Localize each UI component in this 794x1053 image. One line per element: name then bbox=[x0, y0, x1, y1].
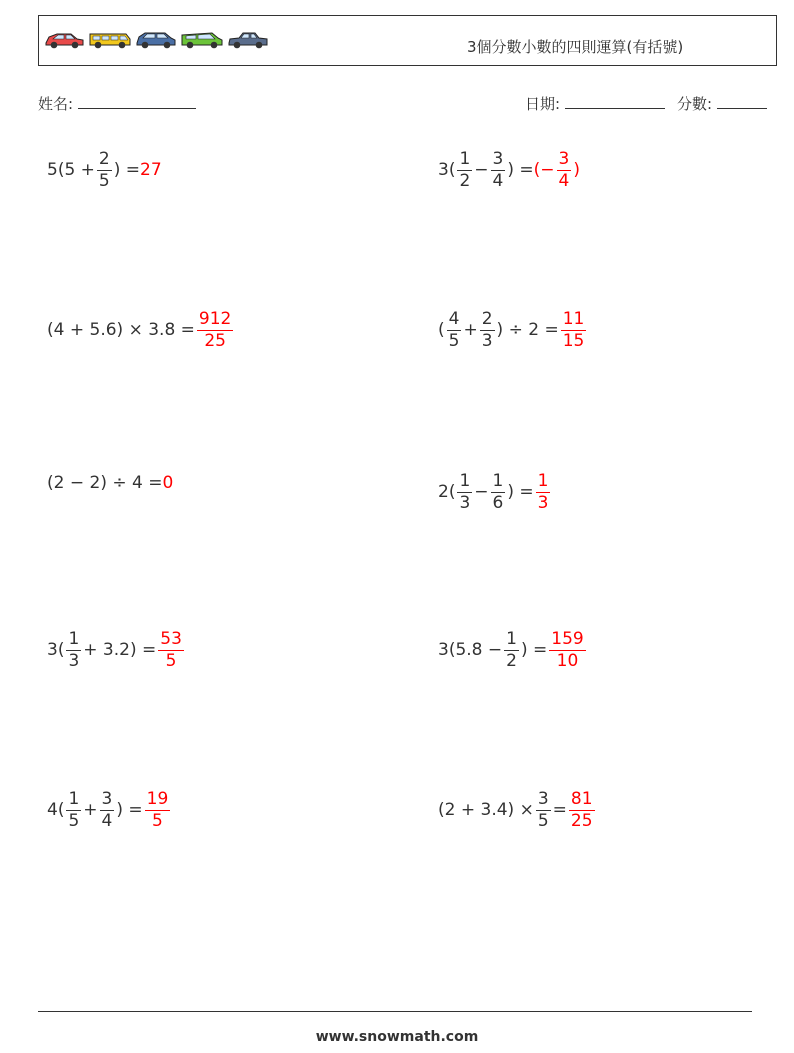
fraction-numerator: 19 bbox=[146, 788, 169, 809]
fraction-numerator: 2 bbox=[481, 308, 493, 329]
fraction-numerator: 3 bbox=[558, 148, 570, 169]
problem-text: 4( bbox=[47, 800, 65, 820]
fraction-denominator: 5 bbox=[68, 810, 80, 831]
problem-text: 2( bbox=[438, 482, 456, 502]
footer-divider bbox=[38, 1011, 752, 1012]
problem-text: (4 + 5.6) × 3.8 = bbox=[47, 320, 195, 340]
problem-fraction bbox=[66, 628, 81, 671]
problem-7 bbox=[47, 625, 186, 675]
score-label: 分數: bbox=[677, 95, 713, 113]
problem-fraction bbox=[66, 788, 81, 831]
problem-text: 3( bbox=[47, 640, 65, 660]
problem-fraction bbox=[457, 148, 472, 191]
fraction-numerator: 912 bbox=[198, 308, 232, 329]
problem-text: ) ÷ 2 = bbox=[496, 320, 559, 340]
problem-1 bbox=[47, 145, 162, 195]
fraction-numerator: 81 bbox=[570, 788, 593, 809]
fraction-numerator: 3 bbox=[537, 788, 549, 809]
problem-text: = bbox=[552, 800, 567, 820]
problem-2 bbox=[438, 145, 580, 195]
fraction-denominator: 3 bbox=[68, 650, 80, 671]
problem-fraction bbox=[97, 148, 112, 191]
fraction-numerator: 53 bbox=[160, 628, 182, 649]
date-field bbox=[525, 93, 665, 114]
fraction-numerator: 1 bbox=[459, 470, 471, 491]
fraction-denominator: 5 bbox=[98, 170, 110, 191]
problem-text: (2 − 2) ÷ 4 = bbox=[47, 473, 163, 493]
problem-fraction bbox=[491, 470, 506, 513]
fraction-denominator: 3 bbox=[459, 492, 471, 513]
fraction-denominator: 25 bbox=[570, 810, 593, 831]
problem-text: (2 + 3.4) × bbox=[438, 800, 534, 820]
answer bbox=[156, 628, 186, 671]
problem-6 bbox=[438, 467, 552, 517]
answer-fraction bbox=[561, 308, 587, 351]
problem-text: ) = bbox=[113, 160, 141, 180]
fraction-denominator: 4 bbox=[492, 170, 504, 191]
blue-car-icon bbox=[135, 30, 177, 50]
fraction-numerator: 1 bbox=[506, 628, 517, 649]
problem-text: 3(5.8 − bbox=[438, 640, 503, 660]
navy-car-icon bbox=[227, 30, 269, 50]
fraction-numerator: 1 bbox=[68, 628, 80, 649]
fraction-denominator: 4 bbox=[101, 810, 113, 831]
problem-text: ) = bbox=[520, 640, 548, 660]
fraction-numerator: 159 bbox=[551, 628, 584, 649]
problem-fraction bbox=[491, 148, 506, 191]
problem-text: ) = bbox=[507, 160, 534, 180]
yellow-bus-icon bbox=[88, 30, 132, 50]
date-blank-line[interactable] bbox=[565, 94, 665, 109]
fraction-denominator: 3 bbox=[481, 330, 493, 351]
problem-fraction bbox=[504, 628, 519, 671]
problem-fraction bbox=[457, 470, 472, 513]
fraction-denominator: 5 bbox=[537, 810, 549, 831]
problem-text: − bbox=[474, 160, 489, 180]
answer-fraction bbox=[536, 470, 551, 513]
fraction-denominator: 2 bbox=[506, 650, 517, 671]
fraction-denominator: 6 bbox=[492, 492, 504, 513]
answer-text: (− bbox=[533, 160, 555, 180]
answer bbox=[567, 788, 597, 831]
problem-text: 5(5 + bbox=[47, 160, 95, 180]
answer-fraction bbox=[145, 788, 171, 831]
answer-fraction bbox=[158, 628, 184, 671]
red-car-icon bbox=[43, 30, 85, 50]
date-label: 日期: bbox=[525, 95, 561, 113]
answer bbox=[533, 148, 580, 191]
problem-text: − bbox=[474, 482, 489, 502]
fraction-denominator: 4 bbox=[558, 170, 570, 191]
fraction-denominator: 5 bbox=[165, 650, 177, 671]
worksheet-title: 3個分數小數的四則運算(有括號) bbox=[467, 38, 684, 56]
fraction-denominator: 10 bbox=[556, 650, 579, 671]
fraction-numerator: 3 bbox=[101, 788, 113, 809]
problem-text: ( bbox=[438, 320, 445, 340]
problem-3 bbox=[47, 305, 235, 355]
answer bbox=[143, 788, 173, 831]
problem-fraction bbox=[447, 308, 462, 351]
worksheet-header bbox=[38, 15, 777, 66]
fraction-numerator: 11 bbox=[562, 308, 585, 329]
fraction-numerator: 1 bbox=[459, 148, 471, 169]
answer bbox=[534, 470, 553, 513]
fraction-numerator: 1 bbox=[537, 470, 549, 491]
problem-5 bbox=[47, 458, 173, 508]
fraction-denominator: 5 bbox=[152, 810, 163, 831]
fraction-numerator: 3 bbox=[492, 148, 504, 169]
answer-text: ) bbox=[573, 160, 580, 180]
problem-4 bbox=[438, 305, 588, 355]
problem-8 bbox=[438, 625, 588, 675]
name-field bbox=[38, 93, 196, 114]
fraction-denominator: 2 bbox=[459, 170, 471, 191]
answer-fraction bbox=[197, 308, 233, 351]
fraction-denominator: 5 bbox=[448, 330, 460, 351]
problem-fraction bbox=[536, 788, 551, 831]
score-field bbox=[677, 93, 767, 114]
score-blank-line[interactable] bbox=[717, 94, 767, 109]
answer-text: 27 bbox=[140, 160, 162, 180]
answer-fraction bbox=[557, 148, 572, 191]
answer bbox=[547, 628, 587, 671]
problem-9 bbox=[47, 785, 172, 835]
name-label: 姓名: bbox=[38, 95, 74, 113]
fraction-denominator: 15 bbox=[562, 330, 585, 351]
name-blank-line[interactable] bbox=[78, 94, 196, 109]
fraction-denominator: 25 bbox=[204, 330, 226, 351]
problem-text: + bbox=[463, 320, 478, 340]
answer-text: 0 bbox=[162, 473, 174, 493]
answer bbox=[162, 473, 173, 493]
footer-url: www.snowmath.com bbox=[315, 1029, 479, 1045]
problem-text: + bbox=[83, 800, 98, 820]
answer bbox=[559, 308, 589, 351]
fraction-numerator: 1 bbox=[68, 788, 80, 809]
answer-fraction bbox=[569, 788, 595, 831]
fraction-numerator: 1 bbox=[492, 470, 504, 491]
problem-text: ) = bbox=[116, 800, 143, 820]
fraction-numerator: 2 bbox=[98, 148, 110, 169]
problem-fraction bbox=[100, 788, 115, 831]
problem-text: ) = bbox=[507, 482, 534, 502]
answer-fraction bbox=[549, 628, 585, 671]
problem-10 bbox=[438, 785, 597, 835]
green-van-icon bbox=[180, 30, 224, 50]
fraction-numerator: 4 bbox=[448, 308, 460, 329]
answer bbox=[195, 308, 235, 351]
problem-text: + 3.2) = bbox=[83, 640, 157, 660]
fraction-denominator: 3 bbox=[537, 492, 549, 513]
answer bbox=[140, 160, 162, 180]
problem-fraction bbox=[480, 308, 495, 351]
problem-text: 3( bbox=[438, 160, 456, 180]
